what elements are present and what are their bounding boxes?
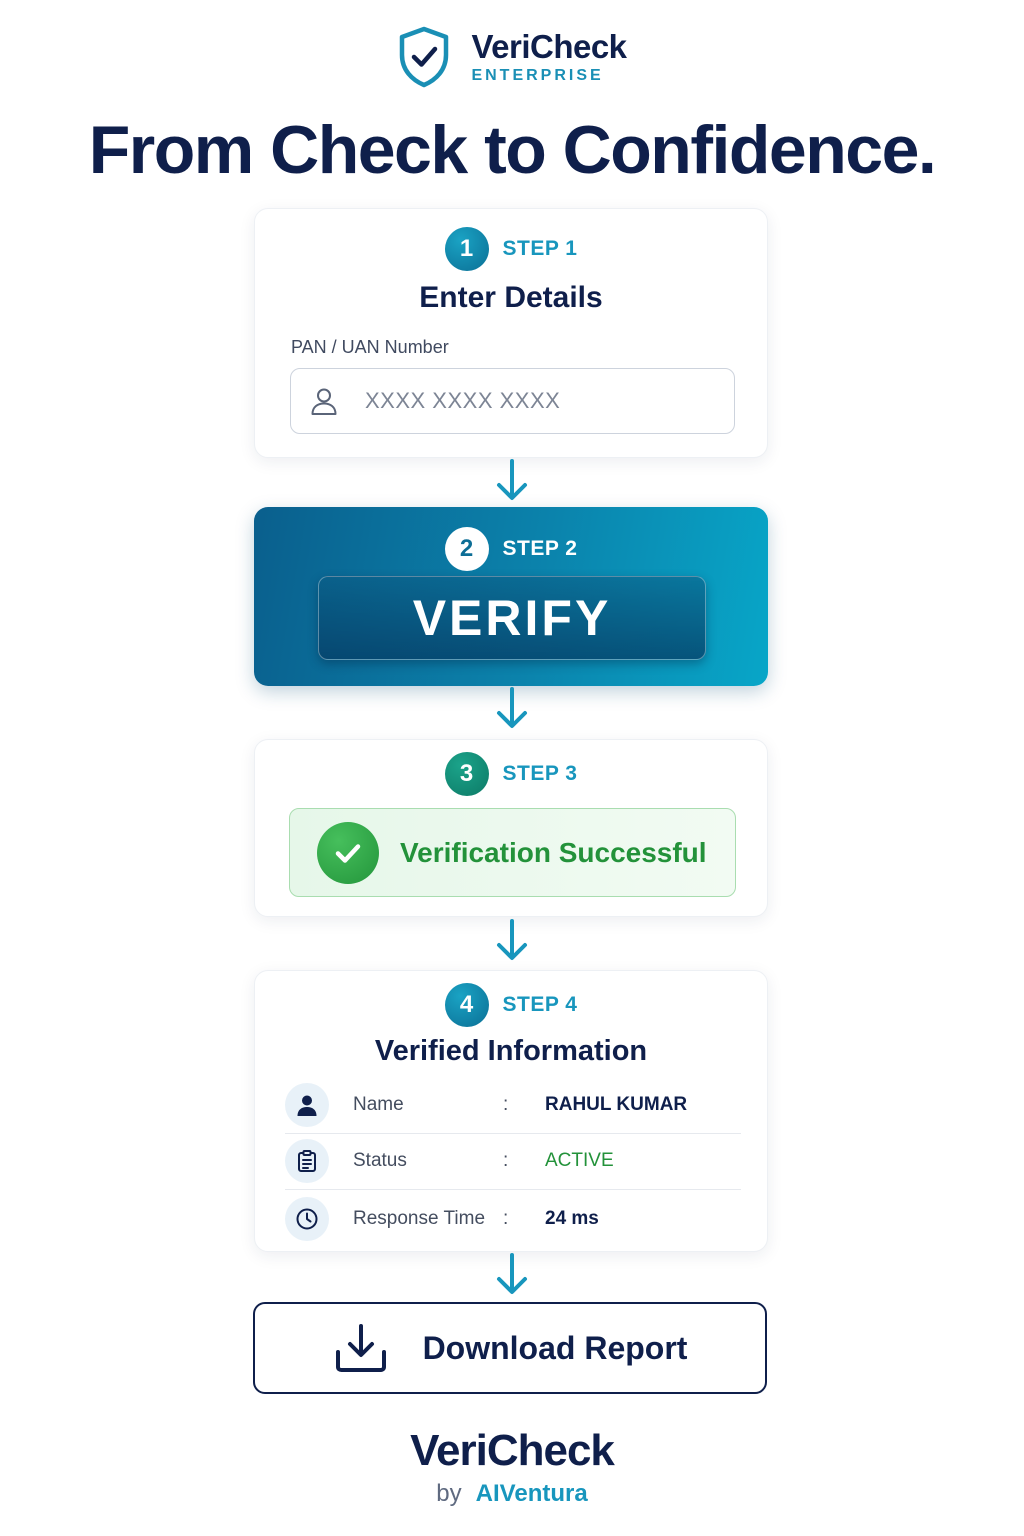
step-3-number-badge: 3 bbox=[445, 752, 489, 796]
footer-brand-name: VeriCheck bbox=[410, 1426, 614, 1475]
status-badge: ACTIVE bbox=[545, 1150, 614, 1171]
step-4-label: STEP 4 bbox=[502, 993, 578, 1016]
step-4-card bbox=[254, 970, 768, 1252]
info-separator: : bbox=[503, 1094, 509, 1115]
step-4-title: Verified Information bbox=[374, 1035, 648, 1067]
step-1-card bbox=[254, 208, 768, 458]
info-key-response-time: Response Time bbox=[353, 1208, 486, 1229]
step-4-number-badge: 4 bbox=[445, 983, 489, 1027]
step-3-card bbox=[254, 739, 768, 917]
info-separator: : bbox=[503, 1150, 509, 1171]
step-3-header bbox=[255, 752, 767, 796]
download-report-label: Download Report bbox=[422, 1329, 688, 1366]
flow-arrow-down-icon bbox=[492, 918, 532, 962]
info-row-response-time bbox=[285, 1191, 741, 1247]
brand-subtitle: ENTERPRISE bbox=[471, 67, 604, 84]
shield-check-icon bbox=[397, 26, 451, 88]
download-report-button[interactable] bbox=[253, 1302, 767, 1394]
info-value-name: RAHUL KUMAR bbox=[545, 1094, 688, 1115]
info-key-name: Name bbox=[353, 1094, 404, 1115]
page-headline: From Check to Confidence. bbox=[88, 112, 936, 188]
step-3-label: STEP 3 bbox=[502, 762, 578, 785]
step-2-number-badge: 2 bbox=[445, 527, 489, 571]
brand-name: VeriCheck bbox=[471, 28, 627, 65]
verification-success-banner bbox=[289, 808, 736, 897]
step-2-header bbox=[254, 527, 768, 571]
clipboard-icon bbox=[285, 1139, 329, 1183]
pan-uan-input-wrapper[interactable] bbox=[290, 368, 735, 434]
verification-success-text: Verification Successful bbox=[400, 836, 707, 868]
step-2-card bbox=[254, 507, 768, 686]
flow-arrow-down-icon bbox=[492, 1252, 532, 1296]
footer-org-name: AIVentura bbox=[475, 1480, 588, 1507]
download-icon bbox=[333, 1322, 389, 1374]
step-4-header bbox=[255, 983, 767, 1027]
flow-arrow-down-icon bbox=[492, 686, 532, 730]
footer-byline bbox=[0, 1480, 1024, 1508]
footer-by-text: by bbox=[436, 1480, 462, 1507]
step-1-label: STEP 1 bbox=[502, 237, 578, 260]
step-1-number-badge: 1 bbox=[445, 227, 489, 271]
brand-header bbox=[0, 26, 1024, 88]
person-icon bbox=[285, 1083, 329, 1127]
step-2-label: STEP 2 bbox=[502, 537, 578, 560]
user-icon bbox=[309, 386, 339, 416]
flow-arrow-down-icon bbox=[492, 458, 532, 502]
clock-icon bbox=[285, 1197, 329, 1241]
verify-button[interactable]: VERIFY bbox=[318, 576, 706, 660]
step-1-header bbox=[255, 227, 767, 271]
info-value-response-time: 24 ms bbox=[545, 1208, 599, 1229]
pan-uan-input[interactable] bbox=[363, 387, 707, 415]
info-row-status bbox=[285, 1133, 741, 1190]
info-separator: : bbox=[503, 1208, 509, 1229]
info-row-name bbox=[285, 1077, 741, 1134]
info-key-status: Status bbox=[353, 1150, 407, 1171]
check-circle-icon bbox=[317, 822, 379, 884]
pan-uan-field-label: PAN / UAN Number bbox=[291, 337, 449, 357]
step-1-title: Enter Details bbox=[419, 281, 603, 314]
